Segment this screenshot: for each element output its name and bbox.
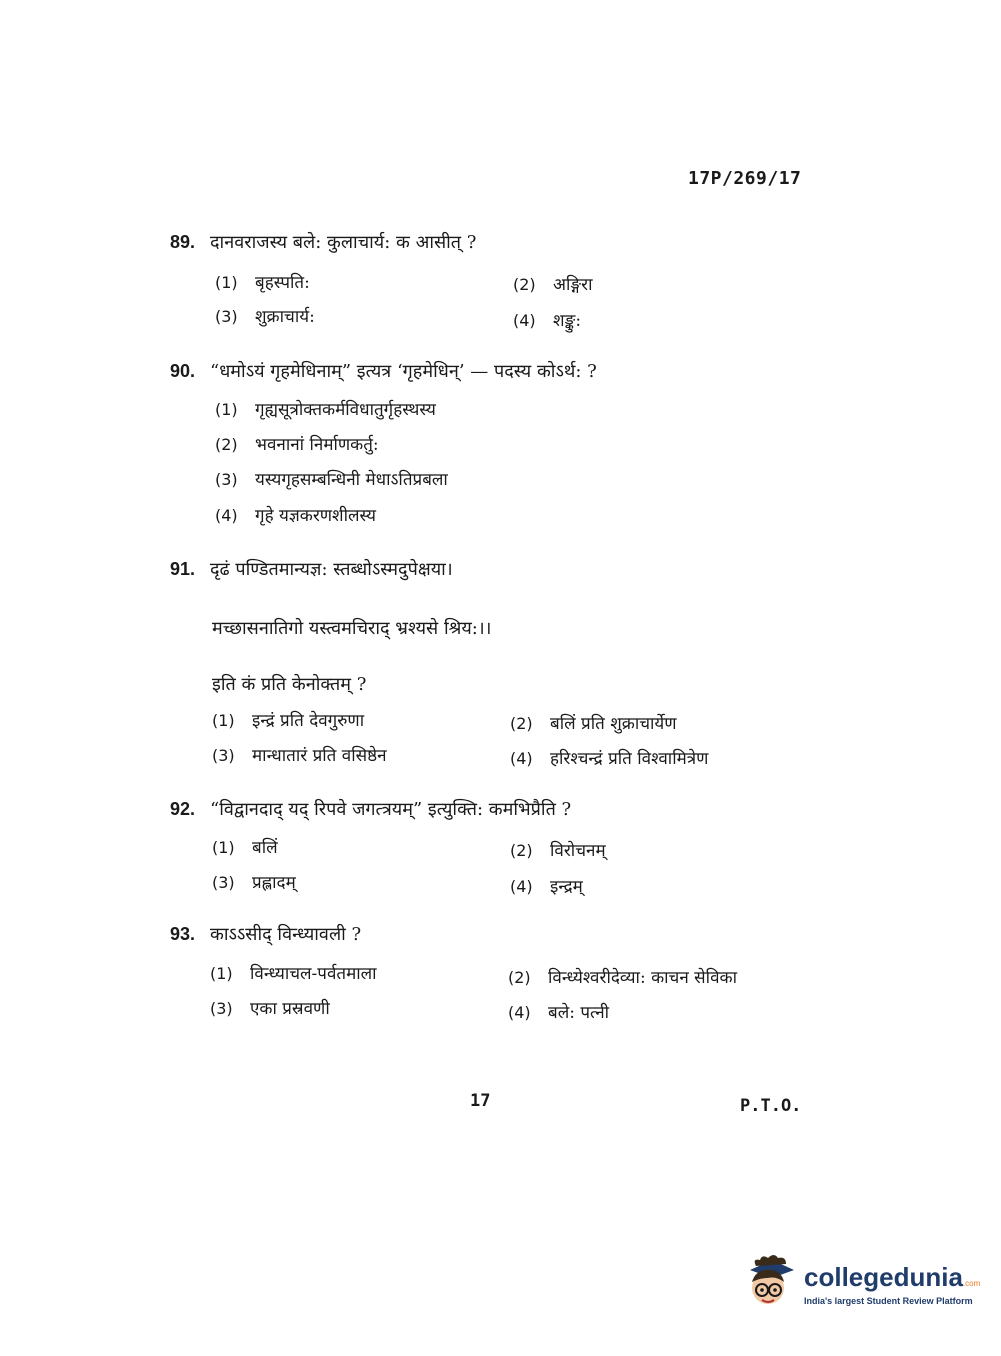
- option: (1) बृहस्पति:: [215, 273, 310, 293]
- collegedunia-logo: [742, 1252, 981, 1312]
- option: (4) हरिश्चन्द्रं प्रति विश्वामित्रेण: [510, 749, 709, 769]
- option: (3) शुक्राचार्य:: [215, 307, 315, 327]
- question-number: 91.: [170, 559, 196, 579]
- mascot-icon: [742, 1252, 802, 1312]
- option: (2) बलिं प्रति शुक्राचार्येण: [510, 714, 677, 734]
- option: (4) शङ्कु:: [513, 311, 582, 331]
- question-89: [170, 233, 476, 252]
- question-number: 93.: [170, 924, 196, 944]
- question-number: 90.: [170, 361, 196, 381]
- question-92: [170, 800, 571, 819]
- verse-line: मच्छासनातिगो यस्त्वमचिराद् भ्रश्यसे श्रिय:।।: [212, 618, 492, 639]
- option: (1) विन्ध्याचल-पर्वतमाला: [210, 964, 377, 984]
- option: (2) अङ्गिरा: [513, 275, 593, 295]
- page-number: 17: [470, 1091, 491, 1111]
- question-93: [170, 925, 361, 944]
- option: (3) प्रह्लादम्: [212, 873, 296, 893]
- question-prompt: इति कं प्रति केनोक्तम् ?: [212, 674, 367, 695]
- option: (4) बले: पत्नी: [508, 1003, 610, 1023]
- question-number: 89.: [170, 232, 196, 252]
- question-text: दृढं पण्डितमान्यज्ञ: स्तब्धोऽस्मदुपेक्षया।: [210, 559, 453, 580]
- question-text: दानवराजस्य बले: कुलाचार्य: क आसीत् ?: [210, 232, 477, 253]
- option: (1) बलिं: [212, 838, 278, 858]
- option: (2) विन्ध्येश्वरीदेव्या: काचन सेविका: [508, 968, 737, 988]
- option: (2) भवनानां निर्माणकर्तु:: [215, 435, 379, 455]
- question-91: [170, 560, 453, 579]
- option: (3) एका प्रस्रवणी: [210, 999, 330, 1019]
- logo-wordmark: collegedunia.com: [804, 1262, 981, 1292]
- pto-label: P.T.O.: [740, 1096, 802, 1116]
- question-number: 92.: [170, 799, 196, 819]
- question-text: “धमोऽयं गृहमेधिनाम्” इत्यत्र ‘गृहमेधिन्’ — पदस्य कोऽर्थ: ?: [210, 361, 597, 382]
- option: (3) मान्धातारं प्रति वसिष्ठेन: [212, 746, 387, 766]
- option: (4) गृहे यज्ञकरणशीलस्य: [215, 506, 377, 526]
- logo-tagline: India's largest Student Review Platform: [804, 1296, 973, 1306]
- question-text: “विद्वानदाद् यद् रिपवे जगत्त्रयम्” इत्युक्ति: कमभिप्रैति ?: [210, 799, 572, 820]
- option: (3) यस्यगृहसम्बन्धिनी मेधाऽतिप्रबला: [215, 470, 448, 490]
- option: (2) विरोचनम्: [510, 841, 606, 861]
- question-90: [170, 362, 597, 381]
- option: (4) इन्द्रम्: [510, 877, 583, 897]
- option: (1) इन्द्रं प्रति देवगुरुणा: [212, 711, 365, 731]
- option: (1) गृह्यसूत्रोक्तकर्मविधातुर्गृहस्थस्य: [215, 400, 436, 420]
- paper-code: 17P/269/17: [688, 168, 802, 189]
- question-text: काऽऽसीद् विन्ध्यावली ?: [210, 924, 362, 945]
